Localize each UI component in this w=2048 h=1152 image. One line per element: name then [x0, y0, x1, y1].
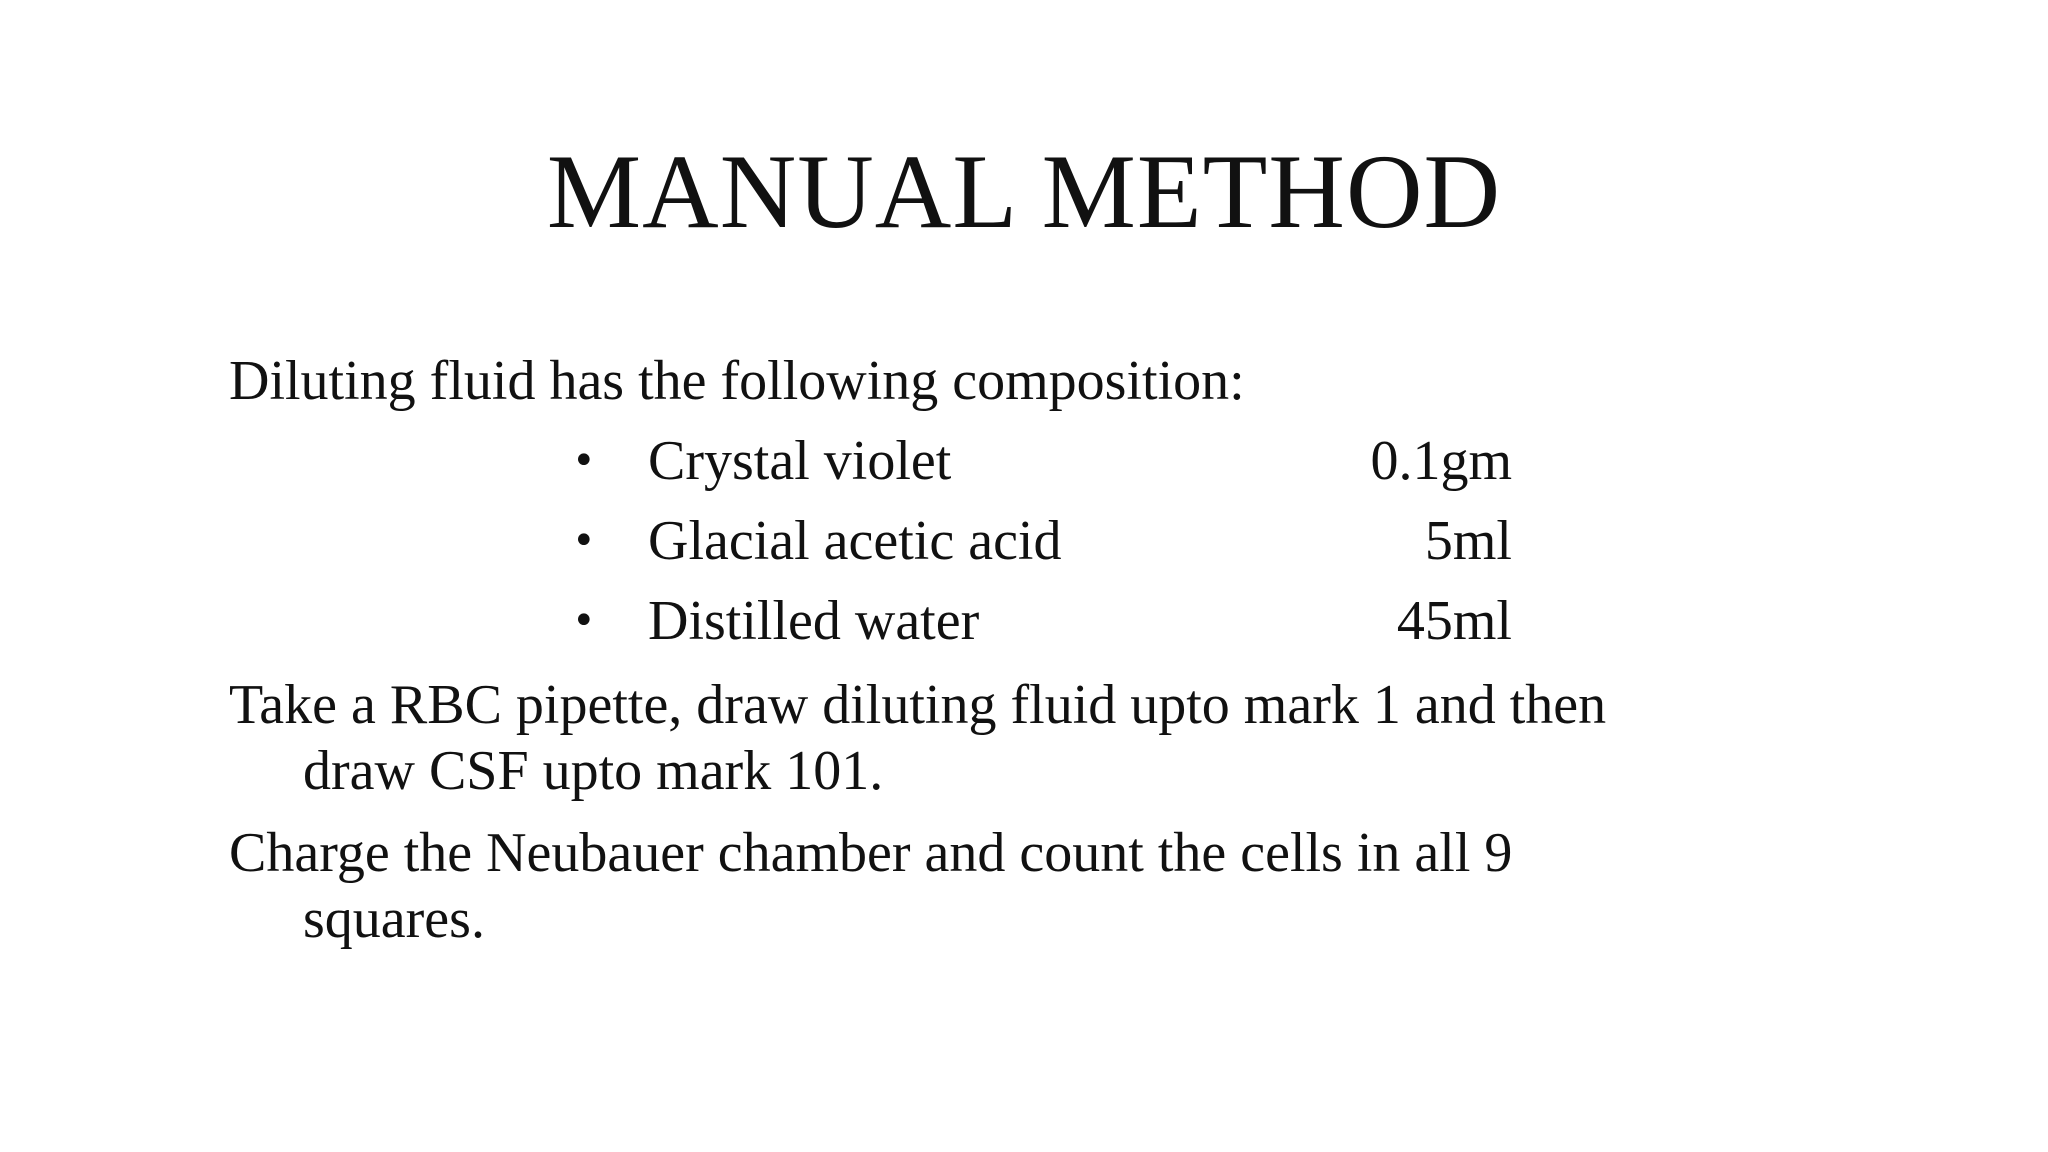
pipette-step-line-2: draw CSF upto mark 101.: [303, 740, 884, 802]
ingredient-name: Crystal violet: [648, 430, 952, 492]
ingredient-row: [572, 584, 1512, 658]
ingredient-name: Glacial acetic acid: [648, 510, 1062, 572]
counting-step-line-2: squares.: [303, 888, 485, 950]
bullet-icon: •: [572, 438, 596, 484]
bullet-icon: •: [572, 518, 596, 564]
ingredient-quantity: 0.1gm: [1370, 430, 1512, 492]
ingredient-row: [572, 504, 1512, 578]
bullet-icon: •: [572, 598, 596, 644]
ingredient-quantity: 5ml: [1424, 510, 1512, 572]
ingredient-quantity: 45ml: [1396, 590, 1512, 652]
ingredient-row: [572, 424, 1512, 498]
intro-text: Diluting fluid has the following composition:: [229, 350, 1245, 412]
ingredient-name: Distilled water: [648, 590, 980, 652]
counting-step-line-1: Charge the Neubauer chamber and count the cells in all 9: [229, 822, 1513, 884]
slide-title: MANUAL METHOD: [546, 133, 1502, 250]
counting-step: [229, 820, 1512, 952]
pipette-step: [229, 672, 1606, 804]
pipette-step-line-1: Take a RBC pipette, draw diluting fluid upto mark 1 and then: [229, 674, 1607, 736]
